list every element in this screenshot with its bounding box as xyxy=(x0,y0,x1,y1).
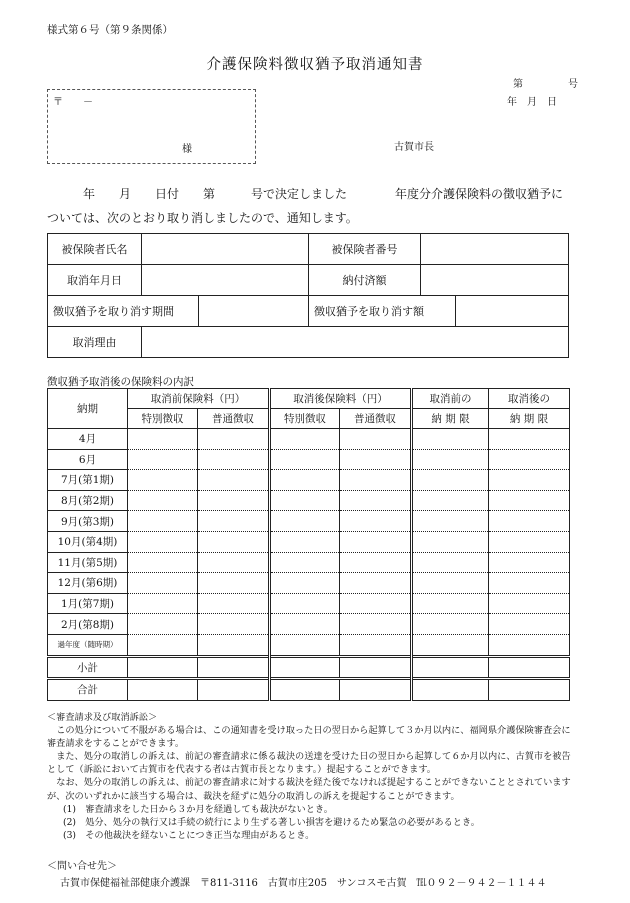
paid-amount-field[interactable] xyxy=(421,265,569,296)
amount-cell[interactable] xyxy=(412,490,489,511)
appeal-paragraph-2: また、処分の取消しの訴えは、前記の審査請求に係る裁決の送達を受けた日の翌日から起算して６か月以内に、古賀市を被告として（訴訟において古賀市を代表する者は古賀市長となります。）提起することができます。 xyxy=(47,751,571,776)
amount-cell[interactable] xyxy=(128,429,198,450)
appeal-item-2: (2) 処分、処分の執行又は手続の続行により生ずる著しい損害を避けるため緊急の必要があるとき。 xyxy=(63,816,480,828)
amount-cell[interactable] xyxy=(340,593,412,614)
amount-cell[interactable] xyxy=(340,490,412,511)
header-due-before-1: 取消前の xyxy=(429,393,472,405)
amount-cell[interactable] xyxy=(340,531,412,552)
table-row xyxy=(48,593,570,614)
amount-cell[interactable] xyxy=(489,552,570,573)
amount-cell[interactable] xyxy=(340,511,412,532)
insured-number-label: 被保険者番号 xyxy=(309,234,421,265)
amount-cell[interactable] xyxy=(340,679,412,701)
amount-cell[interactable] xyxy=(489,490,570,511)
amount-cell[interactable] xyxy=(489,679,570,701)
header-after-ordinary: 普通徴収 xyxy=(340,409,412,429)
header-after-special: 特別徴収 xyxy=(270,409,340,429)
amount-cell[interactable] xyxy=(270,511,340,532)
amount-cell[interactable] xyxy=(128,531,198,552)
amount-cell[interactable] xyxy=(198,470,270,491)
issuer-name: 古賀市長 xyxy=(394,142,434,153)
amount-cell[interactable] xyxy=(128,573,198,594)
period-label: 7月(第1期) xyxy=(48,470,128,491)
table-row xyxy=(48,656,570,679)
amount-cell[interactable] xyxy=(128,490,198,511)
period-label: 小計 xyxy=(48,656,128,679)
header-before-ordinary: 普通徴収 xyxy=(198,409,270,429)
period-label: 過年度（随時期） xyxy=(48,634,128,656)
header-after: 取消後保険料（円） xyxy=(270,389,412,409)
amount-cell[interactable] xyxy=(198,573,270,594)
period-label: 9月(第3期) xyxy=(48,511,128,532)
document-title: 介護保険料徴収猶予取消通知書 xyxy=(206,57,424,73)
period-label: 6月 xyxy=(48,449,128,470)
amount-cell[interactable] xyxy=(198,614,270,635)
breakdown-title: 徴収猶予取消後の保険料の内訳 xyxy=(47,376,194,388)
notice-body-line1: 年 月 日付 第 号で決定しました 年度分介護保険料の徴収猶予に xyxy=(47,187,564,201)
notice-body xyxy=(47,182,595,230)
amount-cell[interactable] xyxy=(340,634,412,656)
doc-number-dai: 第 xyxy=(513,79,523,90)
cancel-date-label: 取消年月日 xyxy=(48,265,142,296)
amount-cell[interactable] xyxy=(270,449,340,470)
amount-cell[interactable] xyxy=(412,531,489,552)
amount-cell[interactable] xyxy=(128,511,198,532)
amount-cell[interactable] xyxy=(270,593,340,614)
amount-cell[interactable] xyxy=(340,470,412,491)
contact-info: 古賀市保健福祉部健康介護課 〒811-3116 古賀市庄205 サンコスモ古賀 ℡０９２－９４２－１１４４ xyxy=(60,878,547,889)
contact-heading: ＜問い合せ先＞ xyxy=(47,861,117,872)
period-label: 1月(第7期) xyxy=(48,593,128,614)
amount-cell[interactable] xyxy=(198,679,270,701)
amount-cell[interactable] xyxy=(270,614,340,635)
amount-cell[interactable] xyxy=(270,470,340,491)
table-row xyxy=(48,679,570,701)
amount-cell[interactable] xyxy=(412,511,489,532)
info-table xyxy=(47,233,569,358)
amount-cell[interactable] xyxy=(128,634,198,656)
amount-cell[interactable] xyxy=(198,552,270,573)
appeal-notes xyxy=(47,711,577,842)
amount-cell[interactable] xyxy=(198,490,270,511)
amount-cell[interactable] xyxy=(412,470,489,491)
notice-body-line2: ついては、次のとおり取り消しましたので、通知します。 xyxy=(47,211,358,225)
period-label: 2月(第8期) xyxy=(48,614,128,635)
amount-cell[interactable] xyxy=(489,449,570,470)
amount-cell[interactable] xyxy=(489,531,570,552)
amount-cell[interactable] xyxy=(128,552,198,573)
appeal-item-3: (3) その他裁決を経ないことにつき正当な理由があるとき。 xyxy=(63,829,315,841)
appeal-paragraph-1: この処分について不服がある場合は、この通知書を受け取った日の翌日から起算して３か月以内に、福岡県介護保険審査会に審査請求をすることができます。 xyxy=(47,725,571,750)
header-due-after-1: 取消後の xyxy=(508,393,550,405)
amount-cell[interactable] xyxy=(128,679,198,701)
period-label: 10月(第4期) xyxy=(48,531,128,552)
amount-cell[interactable] xyxy=(270,679,340,701)
period-label: 4月 xyxy=(48,429,128,450)
form-number: 様式第６号（第９条関係） xyxy=(47,24,173,36)
header-due-before-2: 納 期 限 xyxy=(412,409,489,429)
header-before-special: 特別徴収 xyxy=(128,409,198,429)
table-row xyxy=(48,614,570,635)
amount-cell[interactable] xyxy=(198,656,270,679)
cancel-date-field[interactable] xyxy=(142,265,309,296)
amount-cell[interactable] xyxy=(270,552,340,573)
deferral-period-label: 徴収猶予を取り消す期間 xyxy=(48,296,199,327)
amount-cell[interactable] xyxy=(489,573,570,594)
table-row xyxy=(48,490,570,511)
amount-cell[interactable] xyxy=(198,511,270,532)
amount-cell[interactable] xyxy=(198,531,270,552)
issue-date: 年 月 日 xyxy=(507,97,557,108)
amount-cell[interactable] xyxy=(412,573,489,594)
amount-cell[interactable] xyxy=(412,634,489,656)
deferral-period-field[interactable] xyxy=(199,296,309,327)
amount-cell[interactable] xyxy=(412,614,489,635)
amount-cell[interactable] xyxy=(340,614,412,635)
amount-cell[interactable] xyxy=(198,634,270,656)
amount-cell[interactable] xyxy=(198,593,270,614)
doc-number-go: 号 xyxy=(568,79,578,90)
table-row xyxy=(48,511,570,532)
amount-cell[interactable] xyxy=(340,573,412,594)
amount-cell[interactable] xyxy=(412,552,489,573)
deferral-amount-field[interactable] xyxy=(456,296,569,327)
amount-cell[interactable] xyxy=(128,656,198,679)
recipient-honorific: 様 xyxy=(182,144,192,155)
postal-code: 〒 － xyxy=(53,97,93,108)
header-due-after xyxy=(489,389,570,409)
amount-cell[interactable] xyxy=(489,429,570,450)
cancel-reason-field[interactable] xyxy=(142,327,569,358)
table-row xyxy=(48,531,570,552)
breakdown-table xyxy=(47,388,570,701)
header-due-after-2: 納 期 限 xyxy=(489,409,570,429)
amount-cell[interactable] xyxy=(340,552,412,573)
amount-cell[interactable] xyxy=(270,656,340,679)
amount-cell[interactable] xyxy=(412,449,489,470)
period-label: 12月(第6期) xyxy=(48,573,128,594)
period-label: 11月(第5期) xyxy=(48,552,128,573)
amount-cell[interactable] xyxy=(489,470,570,491)
amount-cell[interactable] xyxy=(270,531,340,552)
deferral-amount-label: 徴収猶予を取り消す額 xyxy=(309,296,456,327)
header-due-before xyxy=(412,389,489,409)
table-row xyxy=(48,449,570,470)
period-label: 8月(第2期) xyxy=(48,490,128,511)
table-row xyxy=(48,429,570,450)
insured-name-field[interactable] xyxy=(142,234,309,265)
appeal-paragraph-3: なお、処分の取消しの訴えは、前記の審査請求に対する裁決を経た後でなければ提起することができないこととされていますが、次のいずれかに該当する場合は、裁決を経ずに処分の取消しの訴えを提起することができます。 xyxy=(47,777,571,802)
amount-cell[interactable] xyxy=(489,614,570,635)
amount-cell[interactable] xyxy=(270,429,340,450)
amount-cell[interactable] xyxy=(412,656,489,679)
table-row xyxy=(48,573,570,594)
amount-cell[interactable] xyxy=(128,449,198,470)
amount-cell[interactable] xyxy=(128,593,198,614)
amount-cell[interactable] xyxy=(412,429,489,450)
amount-cell[interactable] xyxy=(128,470,198,491)
amount-cell[interactable] xyxy=(270,634,340,656)
header-before: 取消前保険料（円） xyxy=(128,389,270,409)
insured-name-label: 被保険者氏名 xyxy=(48,234,142,265)
amount-cell[interactable] xyxy=(340,449,412,470)
amount-cell[interactable] xyxy=(270,490,340,511)
amount-cell[interactable] xyxy=(489,593,570,614)
insured-number-field[interactable] xyxy=(421,234,569,265)
amount-cell[interactable] xyxy=(489,634,570,656)
amount-cell[interactable] xyxy=(128,614,198,635)
amount-cell[interactable] xyxy=(340,656,412,679)
amount-cell[interactable] xyxy=(198,449,270,470)
amount-cell[interactable] xyxy=(270,573,340,594)
header-period: 納期 xyxy=(48,389,128,429)
table-row xyxy=(48,552,570,573)
table-row xyxy=(48,634,570,656)
amount-cell[interactable] xyxy=(340,429,412,450)
amount-cell[interactable] xyxy=(198,429,270,450)
amount-cell[interactable] xyxy=(489,656,570,679)
appeal-heading: ＜審査請求及び取消訴訟＞ xyxy=(47,712,158,723)
amount-cell[interactable] xyxy=(489,511,570,532)
table-row xyxy=(48,470,570,491)
amount-cell[interactable] xyxy=(412,679,489,701)
amount-cell[interactable] xyxy=(412,593,489,614)
cancel-reason-label: 取消理由 xyxy=(48,327,142,358)
appeal-item-1: (1) 審査請求をした日から３か月を経過しても裁決がないとき。 xyxy=(63,803,333,815)
paid-amount-label: 納付済額 xyxy=(309,265,421,296)
period-label: 合計 xyxy=(48,679,128,701)
